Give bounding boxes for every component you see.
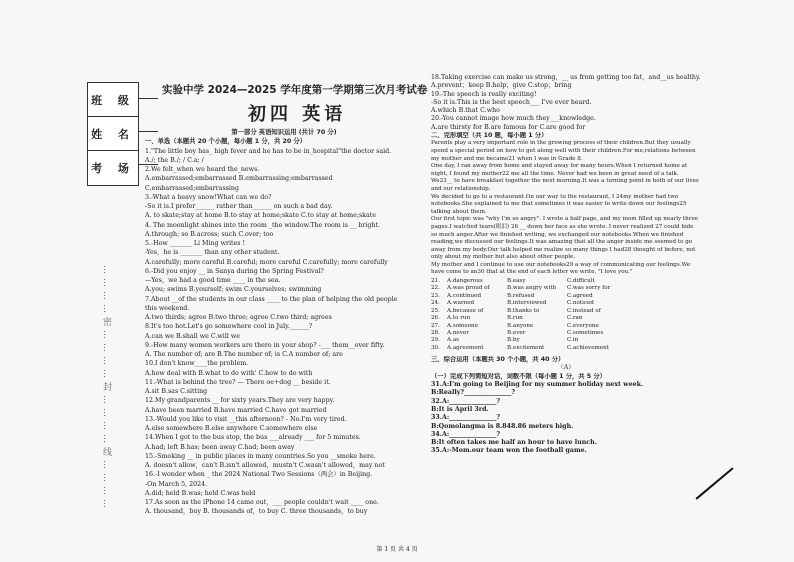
class-blank[interactable]: [138, 98, 158, 99]
question-line: A. The number of; are B.The number of; is C.A number of; are: [145, 351, 343, 358]
question-line: A.had; left B.has; been away C.had; been away: [145, 443, 295, 451]
cloze-option-row: [431, 278, 701, 285]
question-line: A.sit B.sas C.sitting: [145, 388, 208, 395]
cloze-option-row: [431, 300, 701, 307]
cloze-number: 23.: [431, 292, 440, 299]
part-a-label: （A）: [557, 364, 575, 372]
cloze-option: A.never: [447, 329, 469, 336]
question-line: 8.It's too hot.Let's go somewhere cool in July.______?: [145, 323, 313, 331]
dialogue-line: B:It often takes me half an hour to have lunch.: [431, 439, 597, 447]
dialogue-line: B:Qomolangma is 8.848.86 meters high.: [431, 422, 574, 430]
question-line: A. to skate;stay at home B.to stay at home;skate C.to stay at home;skate: [145, 212, 377, 220]
cloze-option: C.agreed: [567, 292, 593, 299]
cloze-option: B.was angry with: [507, 285, 557, 292]
page-footer: 第 1 页 共 4 页: [376, 546, 418, 553]
cloze-option: B.run: [507, 315, 523, 322]
cloze-option: B.easy: [507, 278, 526, 285]
question-line: -Yes，he is _______ than any other student.: [145, 249, 280, 257]
section-one-heading: 一、单选（本题共 20 个小题，每小题 1 分，共 20 分）: [145, 138, 306, 146]
question-line: 20.-You cannot image how much they___knowledge.: [431, 115, 596, 123]
cloze-option: B.thanks to: [507, 307, 540, 314]
cloze-option: A.to run: [447, 315, 471, 322]
seal-line-text: …………密…………封…………线…………: [101, 265, 111, 512]
question-line: 16.-I wonder when _ the 2024 National Two Sessions（两会）in Beijing.: [145, 471, 373, 479]
question-line: 15.-Smoking __ in public places in many countries.So you __smoke here.: [145, 452, 376, 460]
question-line: A.carefully; more careful B.careful; more careful C.carefully; more carefully: [145, 258, 388, 266]
question-line: A.have been married B.have married C.have got married: [145, 406, 327, 414]
cloze-number: 22.: [431, 285, 440, 292]
cloze-option: A.continued: [447, 292, 482, 299]
cloze-number: 28.: [431, 329, 440, 336]
cloze-option: B.interviewed: [507, 300, 547, 307]
question-line: 11.-What is behind the tree? — There oe+dog __ beside it.: [145, 378, 331, 386]
student-info-box: [87, 82, 139, 186]
class-label: 班 级: [88, 83, 138, 117]
dialogue-line: 32.A:_______________?: [431, 397, 501, 405]
dialogue-line: 31.A:I'm going to Beijing for my summer holiday next week.: [431, 381, 644, 389]
cloze-option: A.agreement: [447, 344, 484, 351]
question-line: this weekend.: [145, 304, 190, 312]
cloze-option-row: [431, 308, 701, 315]
cloze-paragraph: My mother and I continue to use our notebooks29 a way of communicating our feelings.We have come to an30 that at the end of each letter we write, "I love you.": [431, 261, 691, 276]
section-two-heading: 二、完形填空（共 10 题，每小题 1 分）: [431, 132, 548, 140]
cloze-option: C.instead of: [567, 307, 601, 314]
right-column: [431, 74, 701, 456]
cloze-option: B.by: [507, 337, 520, 344]
cloze-number: 25.: [431, 307, 440, 314]
part-one-heading: 第一部分 英语知识运用 (共计 70 分): [231, 129, 337, 136]
question-line: C.embarrassed;embarrassing: [145, 184, 240, 192]
question-line: —Yes，we had a good time ____ in the sea.: [145, 277, 281, 284]
cloze-option-row: [431, 315, 701, 322]
question-line: 1."The little boy has_ high fever and he has to be in_hospital"the doctor said.: [145, 147, 392, 155]
question-line: 19.-The speech is really exciting!: [431, 90, 537, 98]
cloze-option: A.warned: [447, 300, 475, 307]
exam-room-label: 考 场: [91, 161, 135, 175]
cloze-option-row: [431, 345, 701, 352]
cloze-option: A.was proud of: [447, 285, 490, 292]
question-line: -So it is.This is the best speech___ I've ever heard.: [431, 98, 592, 106]
dialogue-line: 33.A:_______________?: [431, 414, 501, 422]
cloze-number: 24.: [431, 300, 440, 307]
cloze-option-row: [431, 337, 701, 344]
question-line: -So it is.I prefer______ rather than______ on such a bad day.: [145, 203, 333, 210]
cloze-option: A.because of: [447, 307, 484, 314]
question-line: A./; the B./; / C.a; /: [145, 156, 204, 164]
left-column: [145, 128, 423, 517]
dialogue-line: B:Really?_______________?: [431, 389, 516, 397]
question-line: A. thousand，buy B. thousands of，to buy C. three thousands，to buy: [145, 508, 368, 516]
exam-title: 实验中学 2024—2025 学年度第一学期第三次月考试卷: [162, 84, 428, 96]
cloze-option: B.anyone: [507, 322, 534, 329]
question-line: A.through; so B.across; such C.over; too: [145, 230, 274, 238]
cloze-option: C.was sorry for: [567, 285, 611, 292]
section-three-instruction: （一）完成下列简短对话，词数不限（每小题 1 分，共 5 分）: [431, 372, 606, 380]
cloze-option: C.achievement: [567, 344, 609, 351]
question-line: A.two thirds; agree B.two three; agree C.two third; agrees: [145, 314, 332, 321]
cloze-option: C.noticed: [567, 300, 594, 307]
question-line: 6.-Did you enjoy __ in Sanya during the Spring Festival?: [145, 267, 324, 275]
question-line: A. doesn't allow，can't B.isn't allowed，mustn't C.wasn't allowed，may not: [145, 462, 385, 469]
grade-subject-title: 初四 英语: [248, 104, 347, 125]
question-line: A.else somewhere B.else anywhere C.somewhere else: [145, 425, 318, 432]
name-label: 姓 名: [88, 117, 138, 151]
cloze-number: 27.: [431, 322, 440, 329]
cloze-option: B.excitement: [507, 344, 545, 351]
question-line: A.prevent；keep B.help；give C.stop；bring: [431, 82, 572, 90]
question-line: A.you; swims B.yourself; swim C.yourselves; swimming: [145, 286, 322, 294]
dialogue-line: 34.A:_______________?: [431, 430, 501, 438]
question-line: A.are thirsty for B.are famous for C.are good for: [431, 123, 586, 131]
question-line: 5.-How _______ Li Ming writes !: [145, 240, 246, 247]
cloze-options-table: [431, 278, 701, 352]
cloze-option-row: [431, 293, 701, 300]
cloze-option: A.as: [447, 337, 460, 344]
question-line: 18.Taking exercise can make us strong，__ us from getting too fat，and__us healthy.: [431, 74, 701, 81]
cloze-paragraph: Parents play a very important role in the growing process of their children.But they usually spend a special period on how to get along well with their children.For me,relations between my mother and me became21 when I was in Grade 8.: [431, 140, 696, 162]
question-line: A.did; held B.was; held C.was held: [145, 489, 256, 497]
cloze-option-row: [431, 285, 701, 292]
cloze-option: C.ran: [567, 315, 583, 322]
question-line: 12.My grandparents __ for sixty years.They are very happy.: [145, 397, 335, 405]
dialogue-line: 35.A:-Mom.our team won the football game.: [431, 447, 587, 455]
cloze-option-row: [431, 330, 701, 337]
cloze-number: 21.: [431, 278, 440, 285]
dialogue-line: B:It is April 3rd.: [431, 405, 489, 413]
cloze-number: 26.: [431, 315, 440, 322]
cloze-option: B.refused: [507, 292, 535, 299]
question-line: 13.-Would you like to visit __this afternoon? - No.I'm very tired.: [145, 415, 347, 423]
cloze-option: A.dangerous: [447, 278, 483, 285]
cloze-number: 30.: [431, 344, 440, 351]
cloze-paragraph: Our first topic was "why I'm so angry". I wrote a half page, and my mom filled up nearly three pages.I watched tears(眼泪) 26 __ down her face as she wrote. I never realized 27 could hide so much anger.After we finished writing, we exchanged our notebooks.When we finished reading,we discussed our feelings.It was amazing that all the anger inside me seemed to go away from my body.Our talk helped me realize so many things I had28 thought of before, not only about my mother but also about other people.: [431, 216, 699, 261]
cloze-paragraph: One day, I ran away from home and stayed away for many hours.When I returned home at night, I found my mother22 me all the time. Never had we been in great need of a talk. We23__ to have breakfast together the next morning.It was a turning point in both of our lives and our relationship.: [431, 163, 699, 192]
question-line: 4. The moonlight shines into the room _the window.The room is __ bright.: [145, 221, 380, 229]
cloze-number: 29.: [431, 337, 440, 344]
pen-stroke: [696, 467, 734, 499]
question-line: 3.-What a heavy snow!What can we do?: [145, 193, 272, 201]
cloze-option: B.ever: [507, 329, 526, 336]
question-line: A.can we B.shall we C.will we: [145, 332, 240, 340]
question-line: 2.We felt_when we heard the_news.: [145, 166, 260, 173]
question-line: 14.When I got to the bus stop, the bus ___already ___ for 5 minutes.: [145, 434, 361, 442]
cloze-option: A.someone: [447, 322, 478, 329]
cloze-option: C.everyone: [567, 322, 599, 329]
cloze-option: C.sometimes: [567, 329, 604, 336]
cloze-option: C.in: [567, 337, 579, 344]
question-line: 9.-How many women workers are there in your shop? -___ them__over fifty.: [145, 341, 385, 349]
cloze-option: C.difficult: [567, 278, 595, 285]
question-line: 17.As soon as the iPhone 14 came out，___ people couldn't wait ____ one.: [145, 499, 379, 506]
question-line: A.which B.that C.who: [431, 107, 500, 115]
question-line: A.how deal with B.what to do with' C.how to do with: [145, 369, 313, 377]
question-line: 7.About __of the students in our class ____ to the plan of helping the old people: [145, 295, 398, 303]
cloze-option-row: [431, 323, 701, 330]
question-line: 10.I don't know____the problem.: [145, 360, 249, 368]
question-line: -On March 5, 2024.: [145, 480, 208, 488]
section-three-heading: 三、综合运用（本题共 30 个小题，共 40 分）: [431, 356, 565, 364]
question-line: A.embarrassed;embarrassed B.embarrassing;embarrassed: [145, 175, 333, 183]
cloze-paragraph: We decided to go to a restaurant.On our way to the restaurant, I 24my mother had two notebooks.She explained to me that sometimes it was easier to write down our feelings25 talking about them.: [431, 193, 687, 215]
